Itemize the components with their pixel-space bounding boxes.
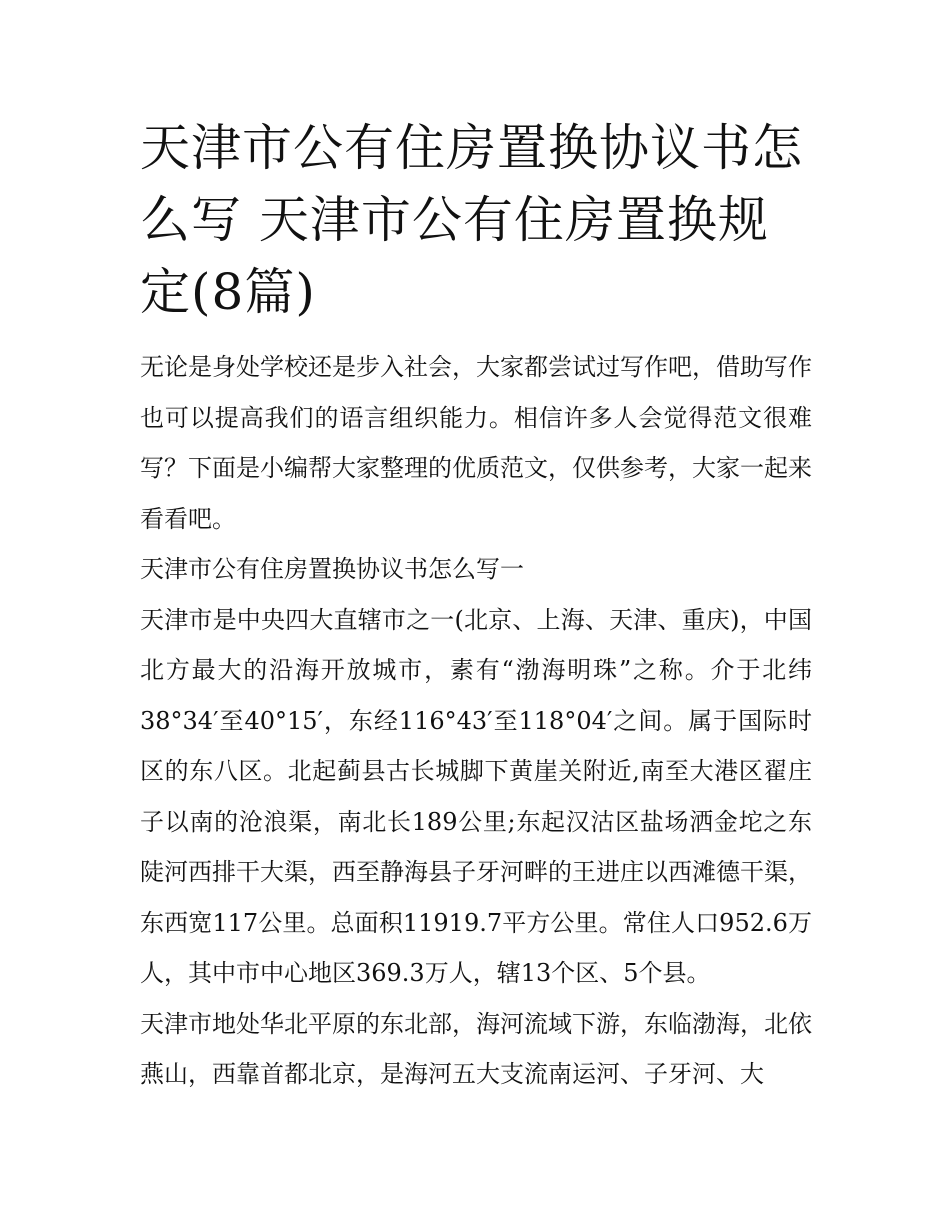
section-heading: 天津市公有住房置换协议书怎么写一 [140,555,524,583]
document-page [140,112,812,1100]
body-paragraph: 天津市地处华北平原的东北部，海河流域下游，东临渤海，北依燕山，西靠首都北京，是海河五大支流南运河、子牙河、大 [140,1009,812,1088]
intro-paragraph: 无论是身处学校还是步入社会，大家都尝试过写作吧，借助写作也可以提高我们的语言组织能力。相信许多人会觉得范文很难写？下面是小编帮大家整理的优质范文，仅供参考，大家一起来看看吧。 [140,353,812,533]
body-paragraph: 天津市是中央四大直辖市之一(北京、上海、天津、重庆)，中国北方最大的沿海开放城市，素有“渤海明珠”之称。介于北纬38°34′至40°15′，东经116°43′至118°04′之间。属于国际时区的东八区。北起蓟县古长城脚下黄崖关附近,南至大港区翟庄子以南的沧浪渠，南北长189公里;东起汉沽区盐场洒金坨之东陡河西排干大渠，西至静海县子牙河畔的王进庄以西滩德干渠，东西宽117公里。总面积11919.7平方公里。常住人口952.6万人，其中市中心地区369.3万人，辖13个区、5个县。 [140,605,812,987]
document-title: 天津市公有住房置换协议书怎么写 天津市公有住房置换规定(8篇) [140,119,803,321]
